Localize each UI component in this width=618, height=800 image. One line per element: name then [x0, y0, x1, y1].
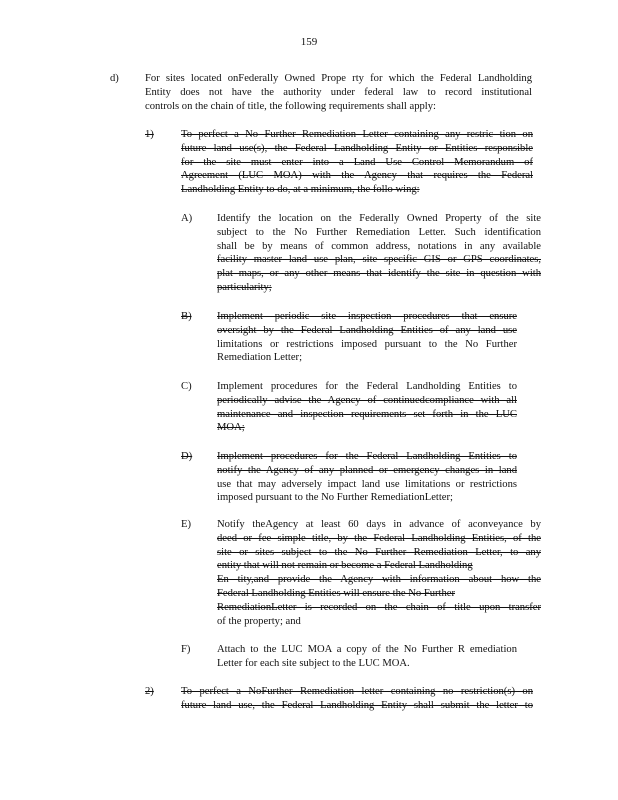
text-line: plat maps, or any other means that identify the site in question with — [217, 268, 541, 280]
text-line: MOA; — [217, 422, 245, 434]
item-2-text — [181, 685, 533, 713]
text-line: imposed pursuant to the No Further RemediationLetter; — [217, 492, 453, 504]
text-line: future land use(s), the Federal Landholding Entity or Entities responsible — [181, 142, 533, 154]
text-line: Identify the location on the Federally Owned Property of the site — [217, 213, 541, 224]
text-line: For sites located onFederally Owned Prope rty for which the Federal Landholding — [145, 73, 532, 84]
text-line: use that may adversely impact land use limitations or restrictions — [217, 478, 517, 490]
sub-f-label: F) — [181, 644, 191, 655]
section-d-label: d) — [110, 73, 119, 84]
text-line: Remediation Letter; — [217, 352, 303, 364]
text-line: shall be by means of common address, notations in any available — [217, 240, 541, 252]
item-2-label: 2) — [145, 686, 154, 697]
text-line: site or sites subject to the No Further Remediation Letter, to any — [217, 546, 541, 558]
text-line: subject to the No Further Remediation Letter. Such identification — [217, 226, 541, 238]
text-line: Entity does not have the authority under federal law to record institutional — [145, 86, 532, 98]
sub-b-label: B) — [181, 311, 192, 322]
text-line: Landholding Entity to do, at a minimum, the follo wing: — [181, 184, 420, 196]
text-line: Federal Landholding Entities will ensure the No Further — [217, 587, 456, 599]
text-line: oversight by the Federal Landholding Entities of any land use — [217, 324, 517, 336]
text-line: notify the Agency of any planned or emergency changes in land — [217, 464, 517, 476]
sub-c-label: C) — [181, 381, 192, 392]
text-line: limitations or restrictions imposed pursuant to the No Further — [217, 338, 517, 350]
sub-a-text — [217, 212, 541, 295]
text-line: Agreement (LUC MOA) with the Agency that requires the Federal — [181, 170, 533, 182]
sub-b-text — [217, 310, 517, 365]
text-line: To perfect a No Further Remediation Letter containing any restric tion on — [181, 129, 533, 140]
sub-c-text — [217, 380, 517, 435]
item-1-text — [181, 128, 533, 197]
text-line: Implement procedures for the Federal Landholding Entities to — [217, 451, 517, 462]
section-d-text — [145, 72, 532, 113]
sub-e-label: E) — [181, 519, 191, 530]
text-line: maintenance and inspection requirements set forth in the LUC — [217, 408, 517, 420]
text-line: future land use, the Federal Landholding Entity shall submit the letter to — [181, 699, 533, 711]
item-1-label: 1) — [145, 129, 154, 140]
text-line: controls on the chain of title, the following requirements shall apply: — [145, 100, 436, 112]
text-line: periodically advise the Agency of continuedcompliance with all — [217, 394, 517, 406]
text-line: facility master land use plan, site specific GIS or GPS coordinates, — [217, 254, 541, 266]
text-line: particularity; — [217, 281, 272, 293]
sub-d-label: D) — [181, 451, 193, 462]
text-line: En tity,and provide the Agency with information about how the — [217, 574, 541, 586]
text-line: To perfect a NoFurther Remediation letter containing no restriction(s) on — [181, 686, 533, 697]
text-line: of the property; and — [217, 615, 301, 627]
sub-e-text — [217, 518, 541, 628]
sub-f-text — [217, 643, 517, 671]
text-line: Attach to the LUC MOA a copy of the No Further R emediation — [217, 644, 517, 655]
sub-a-label: A) — [181, 213, 193, 224]
text-line: RemediationLetter is recorded on the chain of title upon transfer — [217, 601, 541, 613]
text-line: Letter for each site subject to the LUC MOA. — [217, 657, 410, 669]
text-line: entity that will not remain or become a Federal Landholding — [217, 560, 473, 572]
page-number: 159 — [300, 36, 318, 48]
sub-d-text — [217, 450, 517, 505]
text-line: Implement procedures for the Federal Landholding Entities to — [217, 381, 517, 392]
text-line: for the site must enter into a Land Use Control Memorandum of — [181, 156, 533, 168]
text-line: deed or fee simple title, by the Federal Landholding Entities, of the — [217, 532, 541, 544]
text-line: Notify theAgency at least 60 days in advance of aconveyance by — [217, 519, 541, 530]
text-line: Implement periodic site inspection procedures that ensure — [217, 311, 517, 322]
